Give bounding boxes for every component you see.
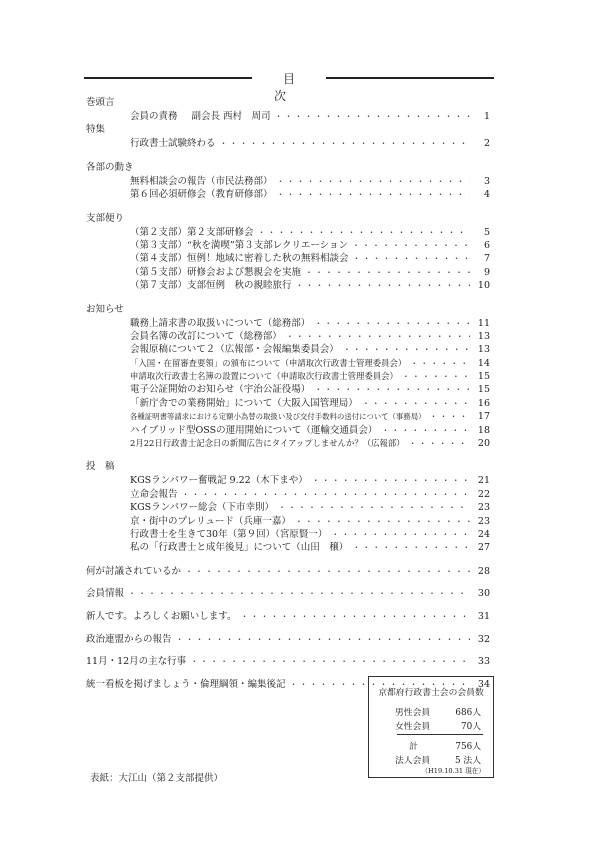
toc-entry-title: 2月22日行政書士記念日の新聞広告にタイアップしませんか？（広報部）	[130, 438, 405, 449]
toc-entry-page: 15	[477, 371, 490, 383]
toc-entry[interactable]	[86, 528, 490, 541]
corp-members-value: 5 法人	[455, 756, 481, 766]
toc-entry[interactable]	[86, 474, 490, 487]
toc-entry-page: 23	[477, 515, 490, 527]
leader-dots	[182, 488, 470, 501]
toc-entry-page: 10	[477, 280, 490, 292]
leader-dots	[314, 383, 470, 396]
as-of-note: （H19.10.31 現在）	[421, 767, 485, 775]
toc-entry-title: 京・街中のプレリュード（兵庫一嘉）	[130, 515, 291, 527]
toc-entry-page: 21	[477, 475, 490, 487]
total-divider	[397, 734, 483, 735]
toc-section-header: お知らせ	[86, 303, 124, 315]
leader-dots	[258, 226, 470, 239]
female-members-label: 女性会員	[395, 722, 431, 732]
toc-entry-page: 22	[477, 488, 490, 500]
toc-entry-title: 「新庁舎での業務開始」について（大阪入国管理局）	[130, 397, 358, 409]
toc-entry-title: KGSランパワー総会（下市幸則）	[130, 502, 275, 514]
toc-entry[interactable]	[86, 239, 490, 252]
toc-entry[interactable]	[86, 651, 490, 674]
male-members-value: 686人	[455, 708, 481, 718]
toc-entry-page: 20	[477, 438, 490, 450]
leader-dots	[331, 528, 470, 541]
toc-entry-title: 行政書士試験終わる	[130, 138, 216, 150]
toc-entry-title: 何が討議されているか	[86, 565, 182, 577]
toc-entry[interactable]	[86, 561, 490, 584]
leader-dots	[312, 474, 470, 487]
leader-dots	[296, 279, 470, 292]
male-members-row	[395, 705, 481, 718]
male-members-label: 男性会員	[395, 708, 431, 718]
toc-entry-page: 23	[477, 502, 490, 514]
leader-dots	[190, 651, 470, 674]
toc-entry-title: 11月・12月の主な行事	[86, 656, 187, 668]
toc-section-header: 特集	[86, 124, 106, 136]
female-members-value: 70人	[461, 722, 481, 732]
toc-entry-page: 7	[483, 253, 490, 265]
toc-entry-page: 17	[477, 411, 490, 423]
toc-entry-title: 会員の責務	[130, 111, 178, 122]
toc-entry[interactable]	[86, 424, 490, 437]
section-gap	[86, 450, 490, 460]
leader-dots	[277, 175, 470, 188]
toc-entry-page: 4	[483, 189, 490, 201]
toc-entry-title: 申請取次行政書士名簿の設置について（申請取次行政書士管理委員会）	[130, 371, 398, 382]
leader-dots	[362, 397, 470, 410]
total-members-row	[395, 739, 481, 752]
toc-entry-title: （第３支部）“秋を満喫”第３支部レクリエーション	[130, 239, 348, 251]
toc-entry-page: 9	[483, 266, 490, 278]
toc-entry[interactable]	[86, 110, 490, 123]
title-rule-left	[84, 77, 252, 79]
toc-entry-title: 新人です。よろしくお願いします。	[86, 610, 237, 622]
leader-dots	[176, 629, 470, 652]
table-of-contents	[86, 96, 490, 696]
toc-entry[interactable]	[86, 629, 490, 652]
toc-entry[interactable]	[86, 279, 490, 292]
leader-dots	[295, 515, 470, 528]
toc-entry[interactable]	[86, 583, 490, 606]
toc-entry-page: 24	[477, 528, 490, 540]
toc-entry-title: 行政書士を生きて30年（第９回）（宮原賢一）	[130, 528, 328, 540]
page-title: 目 次	[273, 72, 344, 103]
toc-entry-title: 電子公証開始のお知らせ（宇治公証役場）	[130, 384, 311, 396]
toc-section-header: 支部便り	[86, 212, 125, 224]
toc-entry-page: 32	[477, 633, 490, 645]
toc-entry-title: 各種証明書等請求における定額小為替の取扱い及び交付手数料の送付について（事務局）	[130, 412, 426, 422]
toc-entry-page: 3	[483, 175, 490, 187]
toc-entry-title: 職務上請求書の取扱いについて（総務部）	[130, 317, 311, 329]
toc-entry-page: 15	[477, 384, 490, 396]
leader-dots	[128, 583, 470, 606]
toc-entry-title: 「入国・在留審査要領」の頒布について（申請取次行政書士管理委員会）	[130, 357, 407, 368]
toc-entry[interactable]	[86, 383, 490, 396]
title-rule-right	[326, 77, 494, 79]
toc-entry[interactable]	[86, 488, 490, 501]
toc-entry-title: 政治連盟からの報告	[86, 633, 172, 645]
toc-entry-title: 会員情報	[86, 588, 125, 600]
leader-dots	[314, 317, 470, 330]
toc-entry[interactable]	[86, 541, 490, 554]
toc-entry-title: （第７支部）支部恒例 秋の親睦旅行	[130, 280, 292, 292]
toc-section-header: 投 稿	[86, 461, 115, 473]
toc-entry-page: 11	[477, 317, 490, 329]
toc-entry-page: 30	[477, 588, 490, 600]
toc-entry-page: 2	[483, 138, 490, 150]
section-gap	[86, 202, 490, 212]
toc-entry-title: （第４支部）恒例！地域に密着した秋の無料相談会	[130, 253, 349, 265]
toc-section-header: 各部の動き	[86, 161, 134, 173]
toc-entry-page: 13	[477, 344, 490, 356]
leader-dots	[305, 266, 470, 279]
toc-entry-page: 13	[477, 330, 490, 342]
cover-credit: 表紙：大江山（第２支部提供）	[90, 773, 224, 784]
toc-entry-title: ハイブリッド型OSSの運用開始について（運輸交通員会）	[130, 424, 378, 436]
leader-dots	[240, 606, 470, 629]
toc-entry-title: KGSランパワー奮戦記 9.22（木下まや）	[130, 475, 308, 487]
toc-entry-author: 副会長 西村 周司	[191, 111, 271, 122]
leader-dots	[402, 370, 470, 383]
toc-entry[interactable]	[86, 226, 490, 239]
toc-entry-title: 無料相談会の報告（市民法務部）	[130, 175, 273, 187]
toc-entry-page: 27	[477, 542, 490, 554]
leader-dots	[429, 410, 470, 423]
toc-entry[interactable]	[86, 397, 490, 410]
toc-entry-page: 28	[477, 565, 490, 577]
toc-entry[interactable]	[86, 317, 490, 330]
toc-entry-page: 31	[477, 610, 490, 622]
toc-entry-title: 第６回必須研修会（教育研修部）	[130, 189, 273, 201]
toc-entry[interactable]	[86, 252, 490, 265]
toc-entry[interactable]	[86, 137, 490, 150]
leader-dots	[409, 437, 470, 450]
member-count-title: 京都府行政書士会の会員数	[378, 688, 484, 698]
toc-entry[interactable]	[86, 343, 490, 356]
leader-dots	[410, 357, 470, 370]
leader-dots	[277, 188, 470, 201]
toc-entry-page: 18	[477, 424, 490, 436]
leader-dots	[185, 561, 470, 584]
leader-dots	[352, 239, 470, 252]
leader-dots	[220, 137, 470, 150]
leader-dots	[353, 252, 470, 265]
total-members-value: 756人	[455, 742, 481, 752]
toc-section-header: 巻頭言	[86, 97, 115, 108]
toc-entry-title: （第２支部）第２支部研修会	[130, 226, 254, 238]
total-members-label: 計	[409, 742, 418, 752]
leader-dots	[352, 541, 470, 554]
leader-dots	[278, 501, 470, 514]
corp-members-label: 法人会員	[395, 756, 431, 766]
toc-entry[interactable]	[86, 330, 490, 343]
toc-entry-title: 立命会報告	[130, 488, 178, 500]
leader-dots	[381, 424, 470, 437]
toc-entry-title: 私の「行政書士と成年後見」について（山田 穣）	[130, 542, 349, 554]
toc-entry[interactable]	[86, 357, 490, 370]
toc-entry[interactable]	[86, 606, 490, 629]
toc-entry[interactable]	[86, 188, 490, 201]
toc-entry[interactable]	[86, 266, 490, 279]
toc-entry-title: 統一看板を掲げましょう・倫理綱領・編集後記	[86, 678, 286, 690]
toc-entry-page: 33	[477, 656, 490, 668]
toc-entry[interactable]	[86, 370, 490, 383]
toc-entry-page: 1	[483, 111, 490, 122]
leader-dots	[275, 110, 470, 123]
toc-entry-title: （第５支部）研修会および懇親会を実施	[130, 266, 302, 278]
leader-dots	[286, 330, 470, 343]
toc-entry[interactable]	[86, 515, 490, 528]
toc-entry-page: 6	[483, 239, 490, 251]
leader-dots	[343, 343, 470, 356]
toc-entry[interactable]	[86, 410, 490, 423]
toc-entry[interactable]	[86, 175, 490, 188]
toc-entry[interactable]	[86, 501, 490, 514]
section-gap	[86, 151, 490, 161]
section-gap	[86, 293, 490, 303]
toc-entry-title: 会報原稿について２（広報部・会報編集委員会）	[130, 344, 339, 356]
toc-entry-page: 16	[477, 397, 490, 409]
toc-entry-title: 会員名簿の改訂について（総務部）	[130, 330, 282, 342]
member-count-box	[368, 676, 494, 778]
toc-entry-page: 5	[483, 226, 490, 238]
female-members-row	[395, 719, 481, 732]
toc-entry[interactable]	[86, 437, 490, 450]
toc-entry-page: 14	[477, 357, 490, 369]
toc-entry-page: 34	[477, 678, 490, 690]
